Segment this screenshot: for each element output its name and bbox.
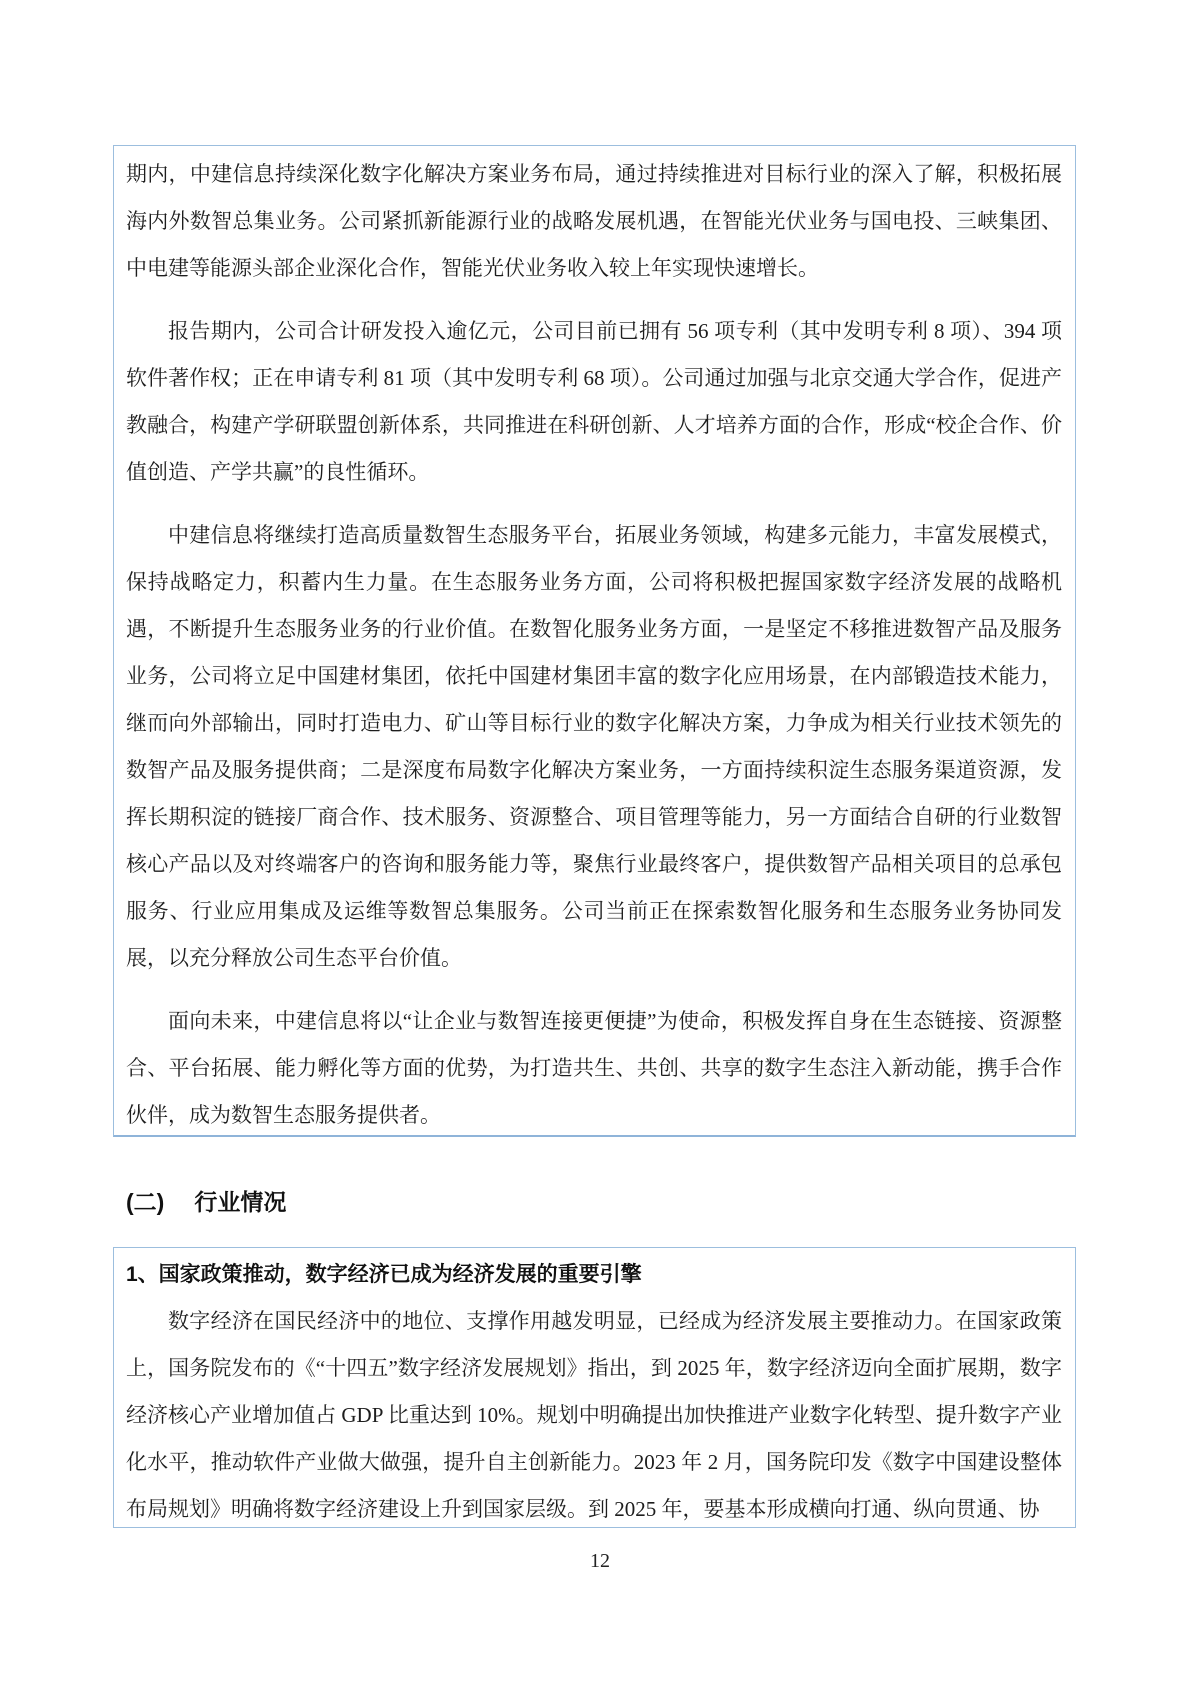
section-heading bbox=[126, 1186, 286, 1218]
section-heading-title: 行业情况 bbox=[194, 1189, 287, 1215]
business-overview-box bbox=[113, 145, 1076, 1137]
overview-paragraph-1: 期内，中建信息持续深化数字化解决方案业务布局，通过持续推进对目标行业的深入了解，积极拓展海内外数智总集业务。公司紧抓新能源行业的战略发展机遇，在智能光伏业务与国电投、三峡集团、中电建等能源头部企业深化合作，智能光伏业务收入较上年实现快速增长。 bbox=[126, 162, 1062, 280]
section-heading-number: (二) bbox=[126, 1189, 165, 1215]
industry-overview-box bbox=[113, 1247, 1076, 1528]
industry-box-title: 1、国家政策推动，数字经济已成为经济发展的重要引擎 bbox=[126, 1263, 642, 1286]
industry-paragraph-1: 数字经济在国民经济中的地位、支撑作用越发明显，已经成为经济发展主要推动力。在国家政策上，国务院发布的《“十四五”数字经济发展规划》指出，到 2025 年，数字经济迈向全面扩展期，数字经济核心产业增加值占 GDP 比重达到 10%。规划中明确提出加快推进产业数字化转型、提升数字产业化水平，推动软件产业做大做强，提升自主创新能力。2023 年 2 月，国务院印发《数字中国建设整体布局规划》明确将数字经济建设上升到国家层级。到 2025 年，要基本形成横向打通、纵向贯通、协 bbox=[126, 1309, 1062, 1521]
page-number: 12 bbox=[590, 1550, 610, 1572]
overview-paragraph-3: 中建信息将继续打造高质量数智生态服务平台，拓展业务领域，构建多元能力，丰富发展模式，保持战略定力，积蓄内生力量。在生态服务业务方面，公司将积极把握国家数字经济发展的战略机遇，不断提升生态服务业务的行业价值。在数智化服务业务方面，一是坚定不移推进数智产品及服务业务，公司将立足中国建材集团，依托中国建材集团丰富的数字化应用场景，在内部锻造技术能力，继而向外部输出，同时打造电力、矿山等目标行业的数字化解决方案，力争成为相关行业技术领先的数智产品及服务提供商；二是深度布局数字化解决方案业务，一方面持续积淀生态服务渠道资源，发挥长期积淀的链接厂商合作、技术服务、资源整合、项目管理等能力，另一方面结合自研的行业数智核心产品以及对终端客户的咨询和服务能力等，聚焦行业最终客户，提供数智产品相关项目的总承包服务、行业应用集成及运维等数智总集服务。公司当前正在探索数智化服务和生态服务业务协同发展，以充分释放公司生态平台价值。 bbox=[126, 523, 1062, 970]
overview-paragraph-2: 报告期内，公司合计研发投入逾亿元，公司目前已拥有 56 项专利（其中发明专利 8 项）、394 项软件著作权；正在申请专利 81 项（其中发明专利 68 项）。公司通过加强与北京交通大学合作，促进产教融合，构建产学研联盟创新体系，共同推进在科研创新、人才培养方面的合作，形成“校企合作、价值创造、产学共赢”的良性循环。 bbox=[126, 319, 1062, 484]
overview-paragraph-4: 面向未来，中建信息将以“让企业与数智连接更便捷”为使命，积极发挥自身在生态链接、资源整合、平台拓展、能力孵化等方面的优势，为打造共生、共创、共享的数字生态注入新动能，携手合作伙伴，成为数智生态服务提供者。 bbox=[126, 1009, 1062, 1127]
